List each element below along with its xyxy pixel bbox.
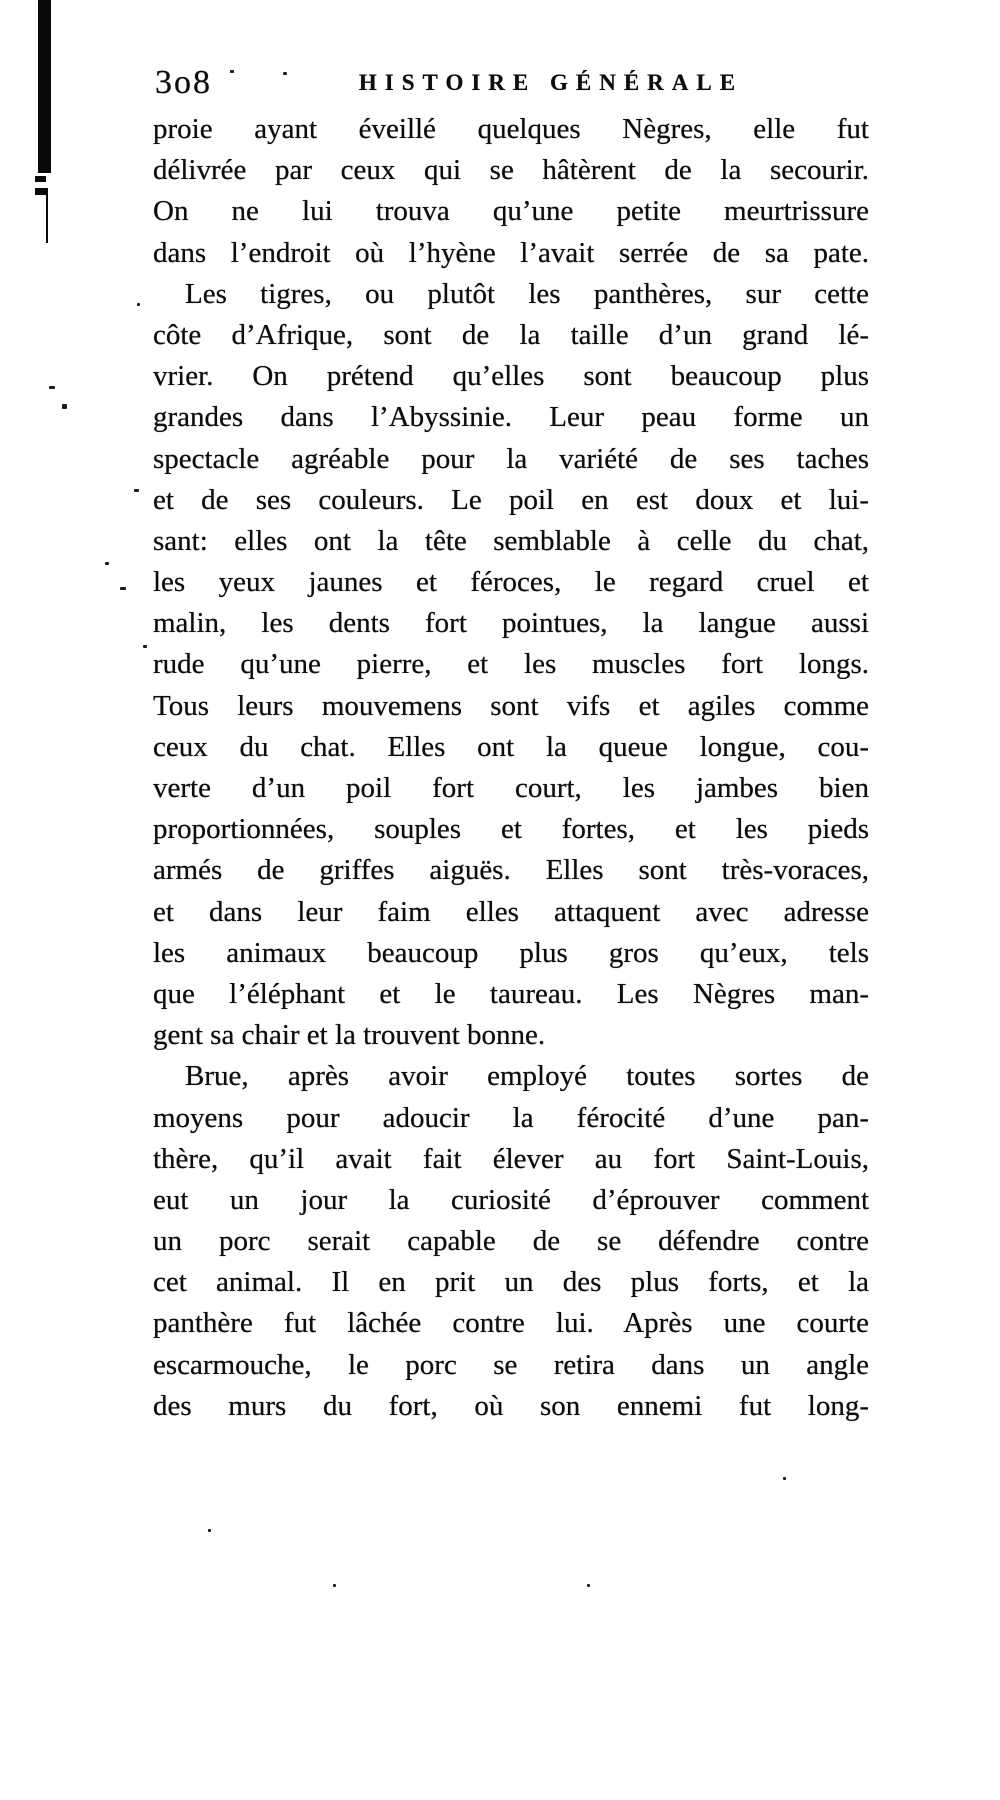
- text-line: et de ses couleurs. Le poil en est doux et lui-: [153, 483, 869, 516]
- text-line: Les tigres, ou plutôt les panthères, sur cette: [185, 277, 869, 310]
- text-line: dans l’endroit où l’hyène l’avait serrée de sa pate.: [153, 236, 869, 269]
- text-line: un porc serait capable de se défendre contre: [153, 1225, 869, 1258]
- text-line: délivrée par ceux qui se hâtèrent de la secourir.: [153, 154, 869, 187]
- text-line: ceux du chat. Elles ont la queue longue, cou-: [153, 730, 869, 763]
- text-line: Brue, après avoir employé toutes sortes de: [185, 1060, 869, 1093]
- scan-speck: [120, 587, 126, 590]
- running-head: [153, 62, 869, 108]
- scan-speck: [143, 645, 147, 648]
- text-line: côte d’Afrique, sont de la taille d’un grand lé-: [153, 318, 869, 351]
- scan-artifact-hairline: [46, 195, 48, 243]
- text-line: spectacle agréable pour la variété de ses taches: [153, 442, 869, 475]
- scan-speck: [137, 303, 140, 306]
- running-header-title: HISTOIRE GÉNÉRALE: [358, 70, 744, 95]
- text-line: moyens pour adoucir la férocité d’une pan-: [153, 1101, 869, 1134]
- text-line: les animaux beaucoup plus gros qu’eux, tels: [153, 936, 869, 969]
- text-line: malin, les dents fort pointues, la langue aussi: [153, 607, 869, 640]
- text-line: thère, qu’il avait fait élever au fort Saint-Louis,: [153, 1142, 869, 1175]
- text-line: cet animal. Il en prit un des plus forts, et la: [153, 1266, 869, 1299]
- scan-artifact-binding-bar: [38, 0, 51, 173]
- scan-speck: [208, 1529, 211, 1532]
- text-line: Tous leurs mouvemens sont vifs et agiles comme: [153, 689, 869, 722]
- text-line: rude qu’une pierre, et les muscles fort longs.: [153, 648, 869, 681]
- scan-speck: [783, 1477, 786, 1480]
- page-number: 3o8: [155, 64, 212, 101]
- text-line: proie ayant éveillé quelques Nègres, elle fut: [153, 113, 869, 145]
- scan-speck: [587, 1584, 590, 1587]
- text-line: eut un jour la curiosité d’éprouver comment: [153, 1183, 869, 1216]
- text-line: grandes dans l’Abyssinie. Leur peau forme un: [153, 401, 869, 434]
- text-line: que l’éléphant et le taureau. Les Nègres man-: [153, 977, 869, 1010]
- text-line: les yeux jaunes et féroces, le regard cruel et: [153, 566, 869, 599]
- text-line: et dans leur faim elles attaquent avec adresse: [153, 895, 869, 928]
- text-line: escarmouche, le porc se retira dans un angle: [153, 1348, 869, 1381]
- scan-speck: [62, 404, 67, 409]
- text-line: On ne lui trouva qu’une petite meurtrissure: [153, 195, 869, 228]
- text-line: armés de griffes aiguës. Elles sont très-voraces,: [153, 854, 869, 887]
- scan-speck: [49, 386, 55, 389]
- text-line: panthère fut lâchée contre lui. Après une courte: [153, 1307, 869, 1340]
- text-line: verte d’un poil fort court, les jambes bien: [153, 772, 869, 804]
- scan-artifact-chip: [35, 188, 48, 195]
- scan-speck: [333, 1584, 336, 1587]
- text-line: sant: elles ont la tête semblable à celle du chat,: [153, 524, 869, 557]
- text-line: proportionnées, souples et fortes, et les pieds: [153, 813, 869, 846]
- scan-artifact-chip: [35, 176, 46, 182]
- text-line: vrier. On prétend qu’elles sont beaucoup plus: [153, 360, 869, 393]
- scan-speck: [105, 562, 109, 565]
- scan-speck: [134, 489, 139, 492]
- text-line: gent sa chair et la trouvent bonne.: [153, 1019, 546, 1052]
- text-line: des murs du fort, où son ennemi fut long-: [153, 1389, 869, 1422]
- page-text-block: [153, 109, 869, 1427]
